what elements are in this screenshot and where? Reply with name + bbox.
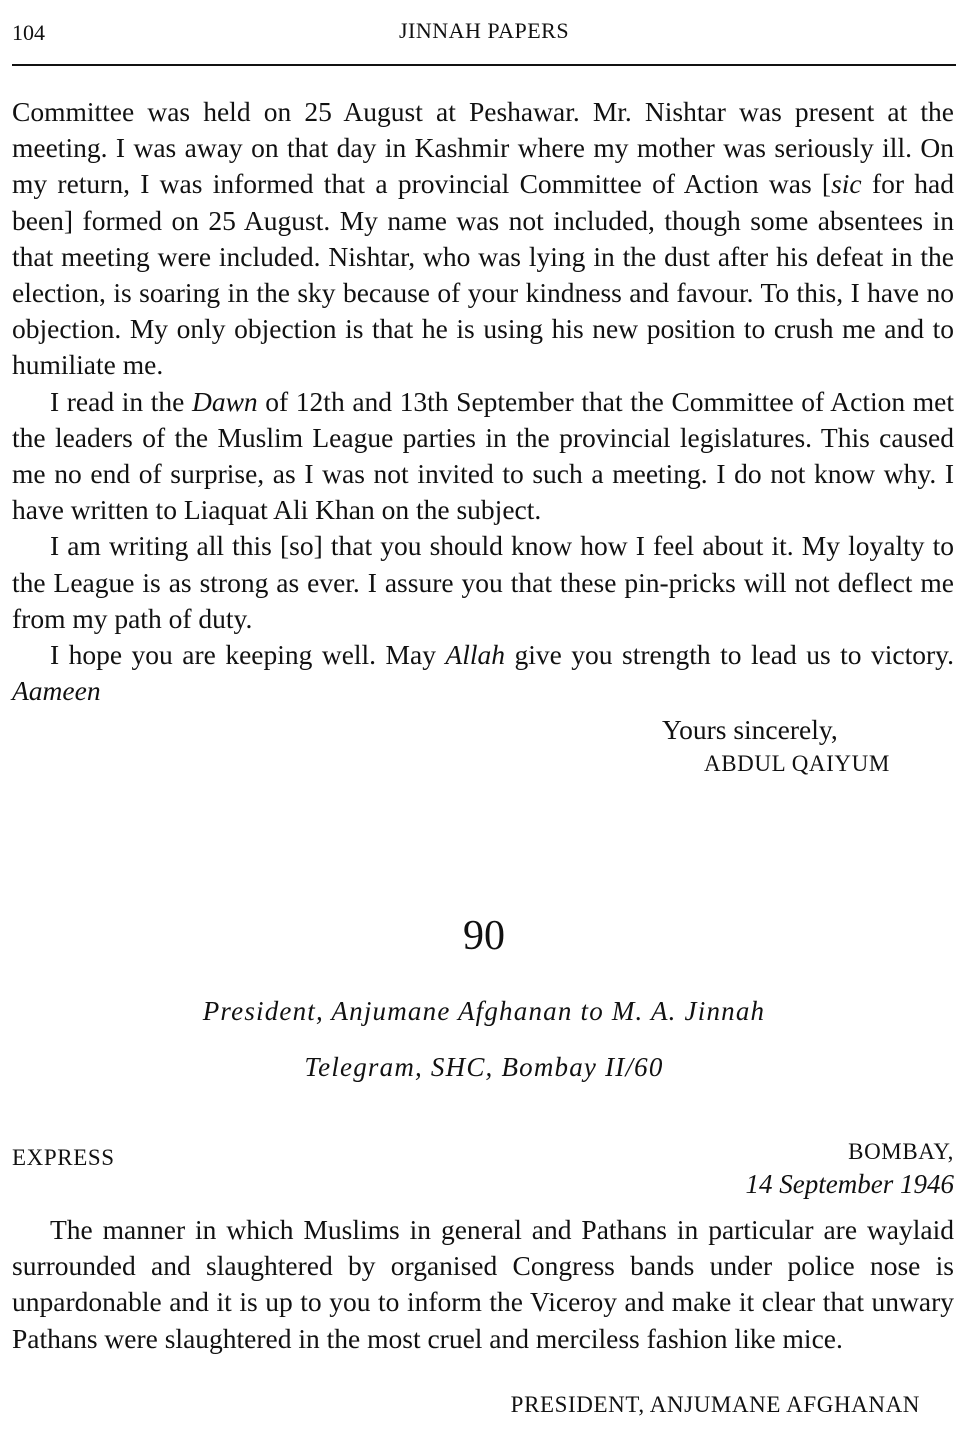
letter-89-body <box>12 94 954 781</box>
telegram-body <box>12 1212 954 1357</box>
paragraph-1: Committee was held on 25 August at Peshawar. Mr. Nishtar was present at the meeting. I was away on that day in Kashmir where my mother was seriously ill. On my return, I was informed that a provincial Committee of Action was [sic for had been] formed on 25 August. My name was not included, though some absentees in that meeting were included. Nishtar, who was lying in the dust after his defeat in the election, is soaring in the sky because of your kindness and favour. To this, I have no objection. My only objection is that he is using his new position to crush me and to humiliate me. <box>12 96 954 381</box>
running-header <box>12 10 956 46</box>
telegram-signature: PRESIDENT, ANJUMANE AFGHANAN <box>510 1392 920 1417</box>
signature: ABDUL QAIYUM <box>704 751 890 777</box>
header-rule <box>12 64 956 66</box>
page-number: 104 <box>12 20 45 45</box>
dateline-place: BOMBAY, <box>848 1139 954 1164</box>
document-number: 90 <box>463 913 505 959</box>
telegram-paragraph: The manner in which Muslims in general and Pathans in particular are waylaid surrounded and slaughtered by organised Congress bands under police nose is unpardonable and it is up to you to inform the Viceroy and make it clear that unwary Pathans were slaughtered in the most cruel and merciless fashion like mice. <box>12 1214 954 1354</box>
dateline-date: 14 September 1946 <box>745 1169 954 1199</box>
dateline <box>746 1137 954 1199</box>
paragraph-2: I read in the Dawn of 12th and 13th September that the Committee of Action met the leaders of the Muslim League parties in the provincial legislatures. This caused me no end of surprise, as I was not invited to such a meeting. I do not know why. I have written to Liaquat Ali Khan on the subject. <box>12 385 954 526</box>
closing-salutation: Yours sincerely, <box>662 714 838 746</box>
paragraph-4: I hope you are keeping well. May Allah give you strength to lead us to victory. Aameen <box>12 639 954 707</box>
dawn-title: Dawn <box>191 385 258 417</box>
telegram-type: EXPRESS <box>12 1145 115 1170</box>
document-source: Telegram, SHC, Bombay II/60 <box>304 1052 664 1082</box>
paragraph-3: I am writing all this [so] that you should know how I feel about it. My loyalty to the League is as strong as ever. I assure you that these pin-pricks will not deflect me from my path of duty. <box>12 530 954 634</box>
sic-note: sic <box>831 168 862 200</box>
document-heading: President, Anjumane Afghanan to M. A. Jinnah <box>202 996 766 1026</box>
running-title: JINNAH PAPERS <box>398 18 570 43</box>
letter-closing <box>12 713 954 781</box>
